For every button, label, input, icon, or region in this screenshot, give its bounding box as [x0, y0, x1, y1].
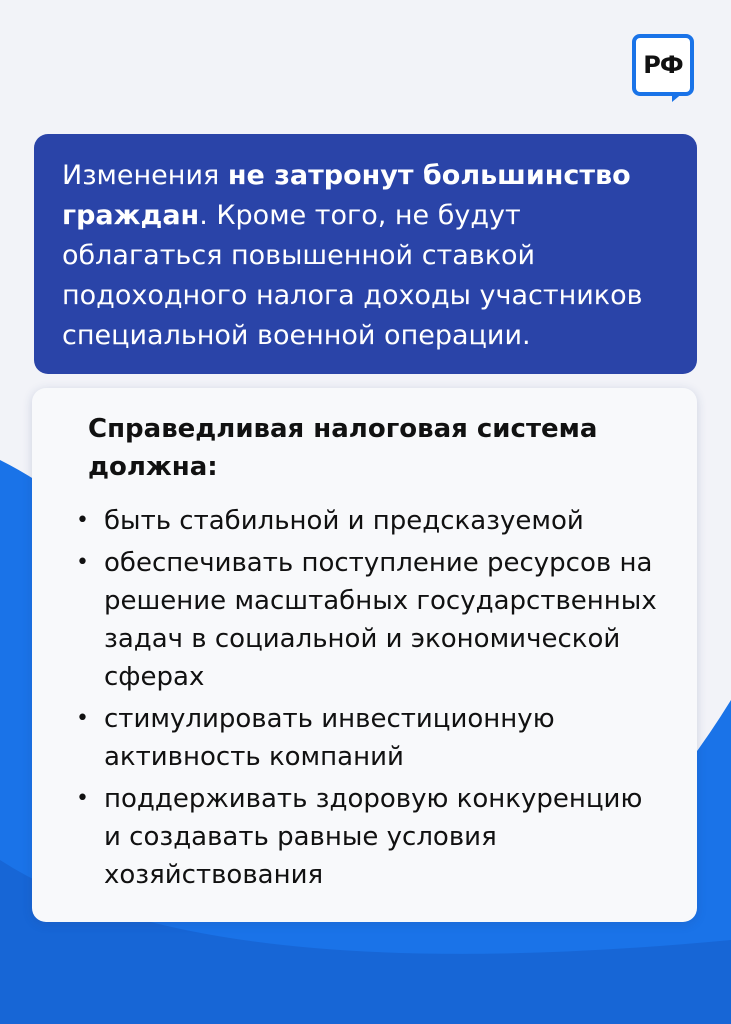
list-item-text: поддерживать здоровую конкуренцию и создавать равные условия хозяйствования	[104, 784, 643, 890]
requirements-list	[76, 502, 667, 894]
requirements-heading: Справедливая налоговая система должна:	[88, 414, 598, 482]
requirements-card	[32, 388, 697, 922]
bullet-icon: •	[76, 550, 89, 575]
list-item	[76, 544, 667, 696]
intro-card	[34, 134, 697, 374]
rf-logo-tail	[672, 92, 684, 102]
list-item-text: стимулировать инвестиционную активность компаний	[104, 704, 555, 772]
list-item	[76, 780, 667, 894]
bullet-icon: •	[76, 706, 89, 731]
list-item	[76, 502, 667, 540]
intro-text-end: . Кроме того, не будут облагаться повышенной ставкой подоходного налога доходы участников специальной военной операции.	[62, 200, 643, 351]
bullet-icon: •	[76, 786, 89, 811]
rf-logo-text: РФ	[643, 51, 683, 79]
list-item	[76, 700, 667, 776]
intro-text-start: Изменения	[62, 160, 228, 191]
list-item-text: обеспечивать поступление ресурсов на решение масштабных государственных задач в социальной и экономической сферах	[104, 548, 657, 692]
list-item-text: быть стабильной и предсказуемой	[104, 506, 584, 536]
intro-text-bold: не затронут большинство граждан	[62, 160, 631, 231]
rf-logo	[632, 34, 694, 96]
bullet-icon: •	[76, 508, 89, 533]
